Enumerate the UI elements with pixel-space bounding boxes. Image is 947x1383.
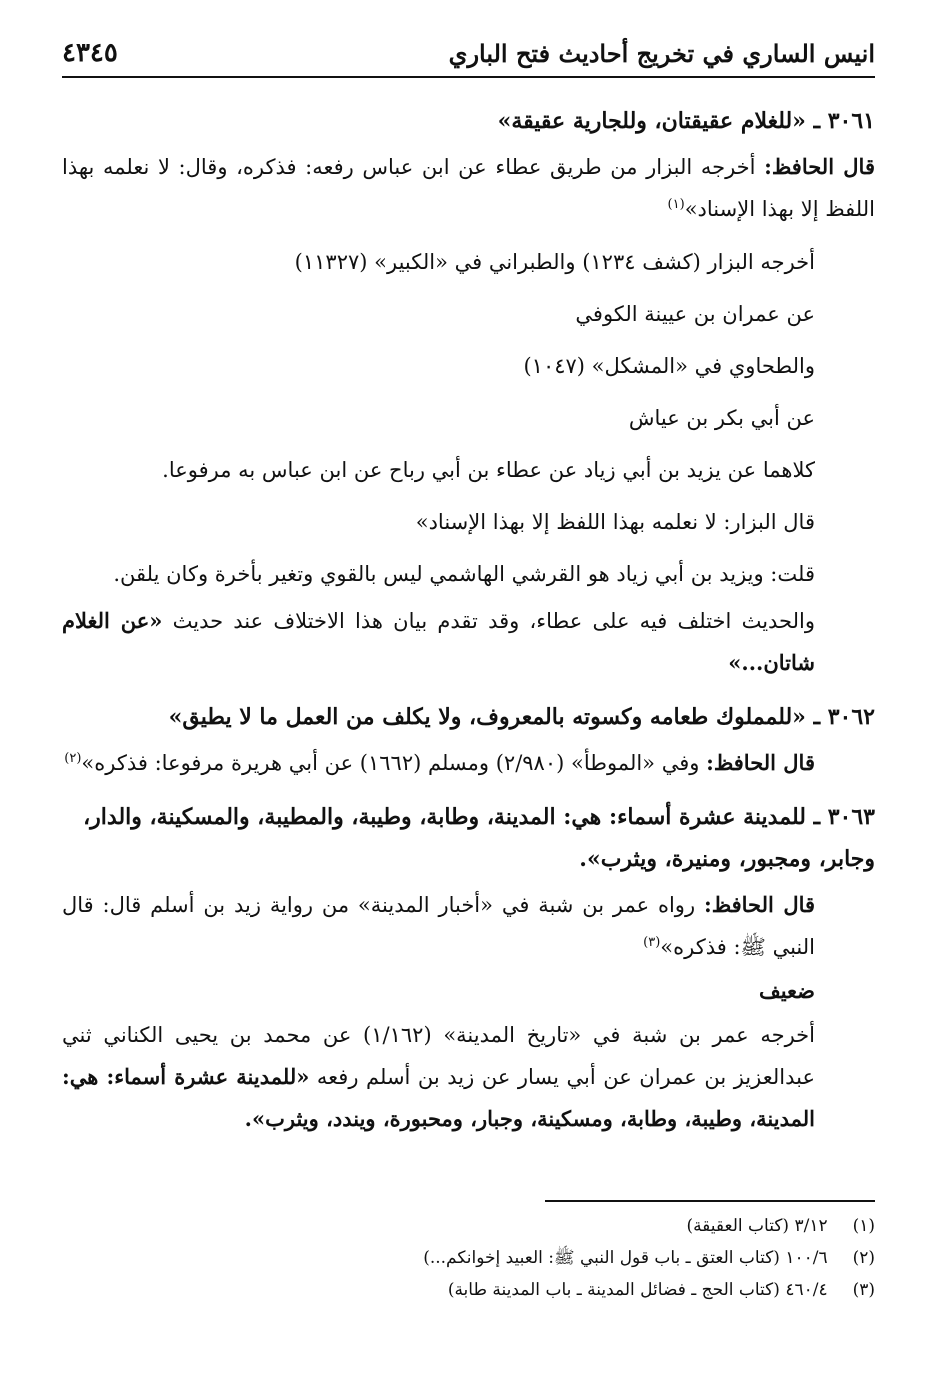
cross-reference: «عن الغلام شاتان...» (62, 608, 815, 675)
hafiz-comment: قال الحافظ: أخرجه البزار من طريق عطاء عن ابن عباس رفعه: فذكره، وقال: لا نعلمه بهذا اللفظ إلا بهذا الإسناد»$^{(١)}$ (62, 154, 875, 221)
hadith-text: «للمملوك طعامه وكسوته بالمعروف، ولا يكلف من العمل ما لا يطيق» (168, 704, 806, 730)
hafiz-label: قال الحافظ: (703, 892, 816, 917)
takhrij-line: أخرجه البزار (كشف ١٢٣٤) والطبراني في «الكبير» (١١٣٢٧) (294, 250, 815, 274)
hafiz-comment: قال الحافظ: رواه عمر بن شبة في «أخبار المدينة» من رواية زيد بن أسلم قال: قال النبي ﷺ: فذكره»$^{(٣)}$ (62, 892, 816, 959)
hadith-number: ٣٠٦١ (827, 108, 875, 134)
hadith-heading-3063: ٣٠٦٣ ـ للمدينة عشرة أسماء: هي: المدينة، وطابة، وطيبة، والمطيبة، والمسكينة، والدار، وجابر، ومجبور، ومنيرة، ويثرب». (83, 804, 875, 872)
hadith-quote: «للمدينة عشرة أسماء: هي: المدينة، وطيبة، وطابة، ومسكينة، وجبار، ومحبورة، ويندد، ويثرب». (62, 1064, 815, 1131)
footnote-item: (٣) ٤٦٠/٤ (كتاب الحج ـ فضائل المدينة ـ باب المدينة طابة) (447, 1280, 875, 1300)
page-header (62, 30, 875, 78)
footnote-item: (١) ٣/١٢ (كتاب العقيقة) (686, 1216, 875, 1236)
takhrij-paragraph: أخرجه عمر بن شبة في «تاريخ المدينة» (١/١٦٢) عن محمد بن يحيى الكناني ثني عبدالعزيز بن عمران عن أبي يسار عن زيد بن أسلم رفعه «للمدينة عشرة أسماء: هي: المدينة، وطيبة، وطابة، ومسكينة، وجبار، ومحبورة، ويندد، ويثرب». (62, 1023, 816, 1131)
hadith-text: «للغلام عقيقتان، وللجارية عقيقة» (497, 108, 806, 134)
hadith-heading-3061: ٣٠٦١ ـ «للغلام عقيقتان، وللجارية عقيقة» (497, 108, 875, 134)
hafiz-label: قال الحافظ: (706, 750, 815, 775)
footnotes (62, 1200, 875, 1306)
takhrij-line: عن عمران بن عيينة الكوفي (575, 302, 815, 326)
takhrij-line: والطحاوي في «المشكل» (١٠٤٧) (523, 354, 815, 378)
footnote-item: (٢) ١٠٠/٦ (كتاب العتق ـ باب قول النبي ﷺ: العبيد إخوانكم...) (423, 1248, 875, 1268)
hadith-number: ٣٠٦٢ (827, 704, 875, 730)
takhrij-line: عن أبي بكر بن عياش (628, 406, 815, 430)
page-body (62, 92, 875, 1140)
hafiz-comment: قال الحافظ: وفي «الموطأ» (٢/٩٨٠) ومسلم (١٦٦٢) عن أبي هريرة مرفوعا: فذكره»$^{(٢)}$ (64, 750, 815, 775)
takhrij-line: قلت: ويزيد بن أبي زياد هو القرشي الهاشمي ليس بالقوي وتغير بأخرة وكان يلقن. (113, 562, 815, 586)
hafiz-label: قال الحافظ: (764, 154, 875, 179)
footnote-divider (545, 1200, 875, 1202)
hadith-grade: ضعيف (758, 978, 815, 1003)
takhrij-line: قال البزار: لا نعلمه بهذا اللفظ إلا بهذا الإسناد» (415, 510, 815, 534)
footnote-ref: (١) (667, 197, 685, 212)
footnote-ref: (٢) (64, 751, 82, 766)
footnote-ref: (٣) (643, 935, 661, 950)
page-number: ٤٣٤٥ (62, 38, 118, 68)
hadith-text: للمدينة عشرة أسماء: هي: المدينة، وطابة، وطيبة، والمطيبة، والمسكينة، والدار، وجابر، ومجبور، ومنيرة، ويثرب». (83, 804, 875, 872)
takhrij-closing: والحديث اختلف فيه على عطاء، وقد تقدم بيان هذا الاختلاف عند حديث «عن الغلام شاتان...» (62, 608, 815, 675)
hadith-heading-3062: ٣٠٦٢ ـ «للمملوك طعامه وكسوته بالمعروف، ولا يكلف من العمل ما لا يطيق» (168, 704, 875, 730)
takhrij-line: كلاهما عن يزيد بن أبي زياد عن عطاء بن أبي رباح عن ابن عباس به مرفوعا. (162, 458, 815, 482)
book-title: انيس الساري في تخريج أحاديث فتح الباري (448, 38, 875, 68)
hadith-number: ٣٠٦٣ (827, 804, 875, 830)
